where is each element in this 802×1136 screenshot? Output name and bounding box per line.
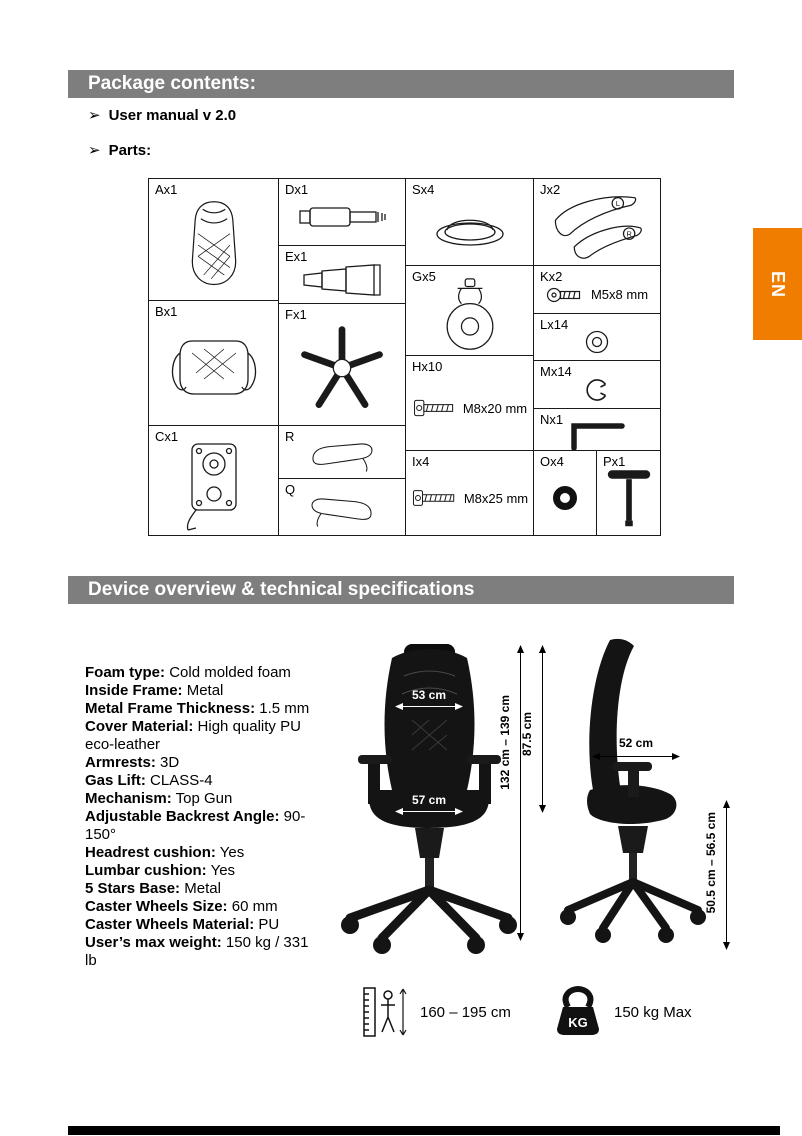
bullet-arrow-icon: ➢	[88, 142, 101, 159]
screw-part-icon	[546, 285, 584, 305]
gas-lift-part-icon	[296, 200, 388, 234]
kg-label: KG	[568, 1015, 588, 1030]
part-cell-hx10	[405, 355, 533, 450]
part-label: Ax1	[155, 182, 178, 197]
part-note: M8x20 mm	[462, 400, 528, 416]
bracket-left-mark: L	[615, 199, 620, 209]
part-cell-lx14	[533, 313, 660, 360]
armrest-left-part-icon	[300, 491, 384, 533]
part-label: Gx5	[412, 269, 436, 284]
part-label: Jx2	[540, 182, 561, 197]
part-label: Mx14	[540, 364, 572, 379]
part-label: Q	[285, 482, 296, 497]
caster-wheel-part-icon	[442, 277, 498, 355]
part-label: R	[285, 429, 295, 444]
mechanism-part-icon	[176, 438, 252, 534]
bolt-m8x20-part-icon	[412, 396, 456, 420]
spec-row: Foam type: Cold molded foam	[85, 664, 291, 681]
spring-washer-part-icon	[584, 377, 610, 403]
dim-seat-width-line	[395, 807, 463, 816]
bullet-user-manual	[88, 106, 236, 124]
part-label: Ox4	[540, 454, 564, 469]
lift-cover-part-icon	[300, 261, 384, 299]
language-tab	[753, 228, 802, 340]
dim-total-height-label: 132 cm – 139 cm	[498, 695, 512, 790]
bracket-right-mark: R	[626, 229, 632, 239]
spec-row: Headrest cushion: Yes	[85, 844, 245, 861]
bullet-text: Parts:	[108, 142, 152, 159]
part-label: Nx1	[540, 412, 564, 427]
star-base-part-icon	[287, 320, 397, 420]
dim-back-width-line	[395, 702, 463, 711]
side-brackets-part-icon	[545, 192, 649, 262]
part-cell-bx1	[148, 300, 278, 425]
user-height-icon	[362, 986, 408, 1038]
part-label: Px1	[603, 454, 626, 469]
part-note: M5x8 mm	[590, 287, 649, 302]
part-cell-dx1	[278, 178, 405, 245]
dim-seat-depth-label: 52 cm	[618, 736, 654, 750]
backrest-part-icon	[183, 197, 245, 293]
section-header-overview	[68, 576, 734, 604]
part-cell-px1	[596, 450, 660, 535]
spec-row: Mechanism: Top Gun	[85, 790, 233, 807]
bolt-m8x25-part-icon	[411, 486, 457, 510]
dim-seat-height-label: 50.5 cm – 56.5 cm	[704, 812, 718, 914]
section-title: Device overview & technical specifications	[88, 579, 475, 600]
part-cell-cx1	[148, 425, 278, 535]
part-cell-ix4	[405, 450, 533, 535]
chair-side-illustration	[548, 638, 710, 956]
part-cell-r	[278, 425, 405, 478]
washer-part-icon	[584, 329, 610, 355]
spec-row: Adjustable Backrest Angle: 90-150°	[85, 808, 306, 843]
part-label: Sx4	[412, 182, 435, 197]
part-label: Fx1	[285, 307, 307, 322]
part-label: Hx10	[412, 359, 443, 374]
dim-back-height-label: 87.5 cm	[520, 712, 534, 757]
spec-list	[85, 664, 311, 970]
dim-seat-height-line	[722, 800, 731, 950]
spec-row: Inside Frame: Metal	[85, 682, 224, 699]
part-cell-q	[278, 478, 405, 535]
language-tab-label: EN	[767, 270, 788, 298]
spec-row: Gas Lift: CLASS-4	[85, 772, 213, 789]
armrest-right-part-icon	[300, 436, 384, 478]
part-cell-nx1	[533, 408, 660, 450]
bullet-parts	[88, 141, 151, 159]
part-label: Bx1	[155, 304, 178, 319]
spacer-ring-part-icon	[550, 483, 580, 513]
t-handle-tool-part-icon	[603, 466, 655, 530]
part-label: Lx14	[540, 317, 569, 332]
part-note: M8x25 mm	[463, 490, 529, 506]
dim-back-width-label: 53 cm	[411, 688, 447, 702]
part-cell-ox4	[533, 450, 596, 535]
spec-row: Metal Frame Thickness: 1.5 mm	[85, 700, 310, 717]
part-cell-ex1	[278, 245, 405, 303]
spec-row: Cover Material: High quality PU eco-leather	[85, 718, 301, 753]
spec-row: Armrests: 3D	[85, 754, 180, 771]
dim-back-height-line	[538, 645, 547, 813]
user-height-range: 160 – 195 cm	[420, 1004, 511, 1021]
section-header-package	[68, 70, 734, 98]
footer-bar	[68, 1126, 780, 1135]
spec-row: Caster Wheels Size: 60 mm	[85, 898, 278, 915]
spec-row: Caster Wheels Material: PU	[85, 916, 280, 933]
part-cell-sx4	[405, 178, 533, 265]
part-cell-gx5	[405, 265, 533, 355]
bullet-text: User manual v 2.0	[108, 107, 237, 124]
dim-seat-depth-line	[592, 752, 680, 761]
allen-key-part-icon	[566, 418, 628, 452]
section-title: Package contents:	[88, 73, 256, 94]
max-weight-kettlebell-icon	[553, 985, 603, 1037]
spec-row: 5 Stars Base: Metal	[85, 880, 221, 897]
part-cell-jx2	[533, 178, 660, 265]
bullet-arrow-icon: ➢	[88, 107, 101, 124]
part-label: Ix4	[412, 454, 430, 469]
parts-table	[148, 178, 661, 536]
part-label: Dx1	[285, 182, 309, 197]
round-cover-part-icon	[431, 205, 509, 249]
part-label: Ex1	[285, 249, 308, 264]
part-label: Cx1	[155, 429, 179, 444]
part-cell-kx2	[533, 265, 660, 313]
dim-total-height-line	[516, 645, 525, 941]
part-label: Kx2	[540, 269, 563, 284]
part-cell-fx1	[278, 303, 405, 425]
part-cell-mx14	[533, 360, 660, 408]
dim-seat-width-label: 57 cm	[411, 793, 447, 807]
max-weight-text: 150 kg Max	[614, 1004, 692, 1021]
part-cell-ax1	[148, 178, 278, 300]
seat-part-icon	[168, 331, 260, 405]
spec-row: Lumbar cushion: Yes	[85, 862, 236, 879]
spec-row: User’s max weight: 150 kg / 331 lb	[85, 934, 309, 969]
